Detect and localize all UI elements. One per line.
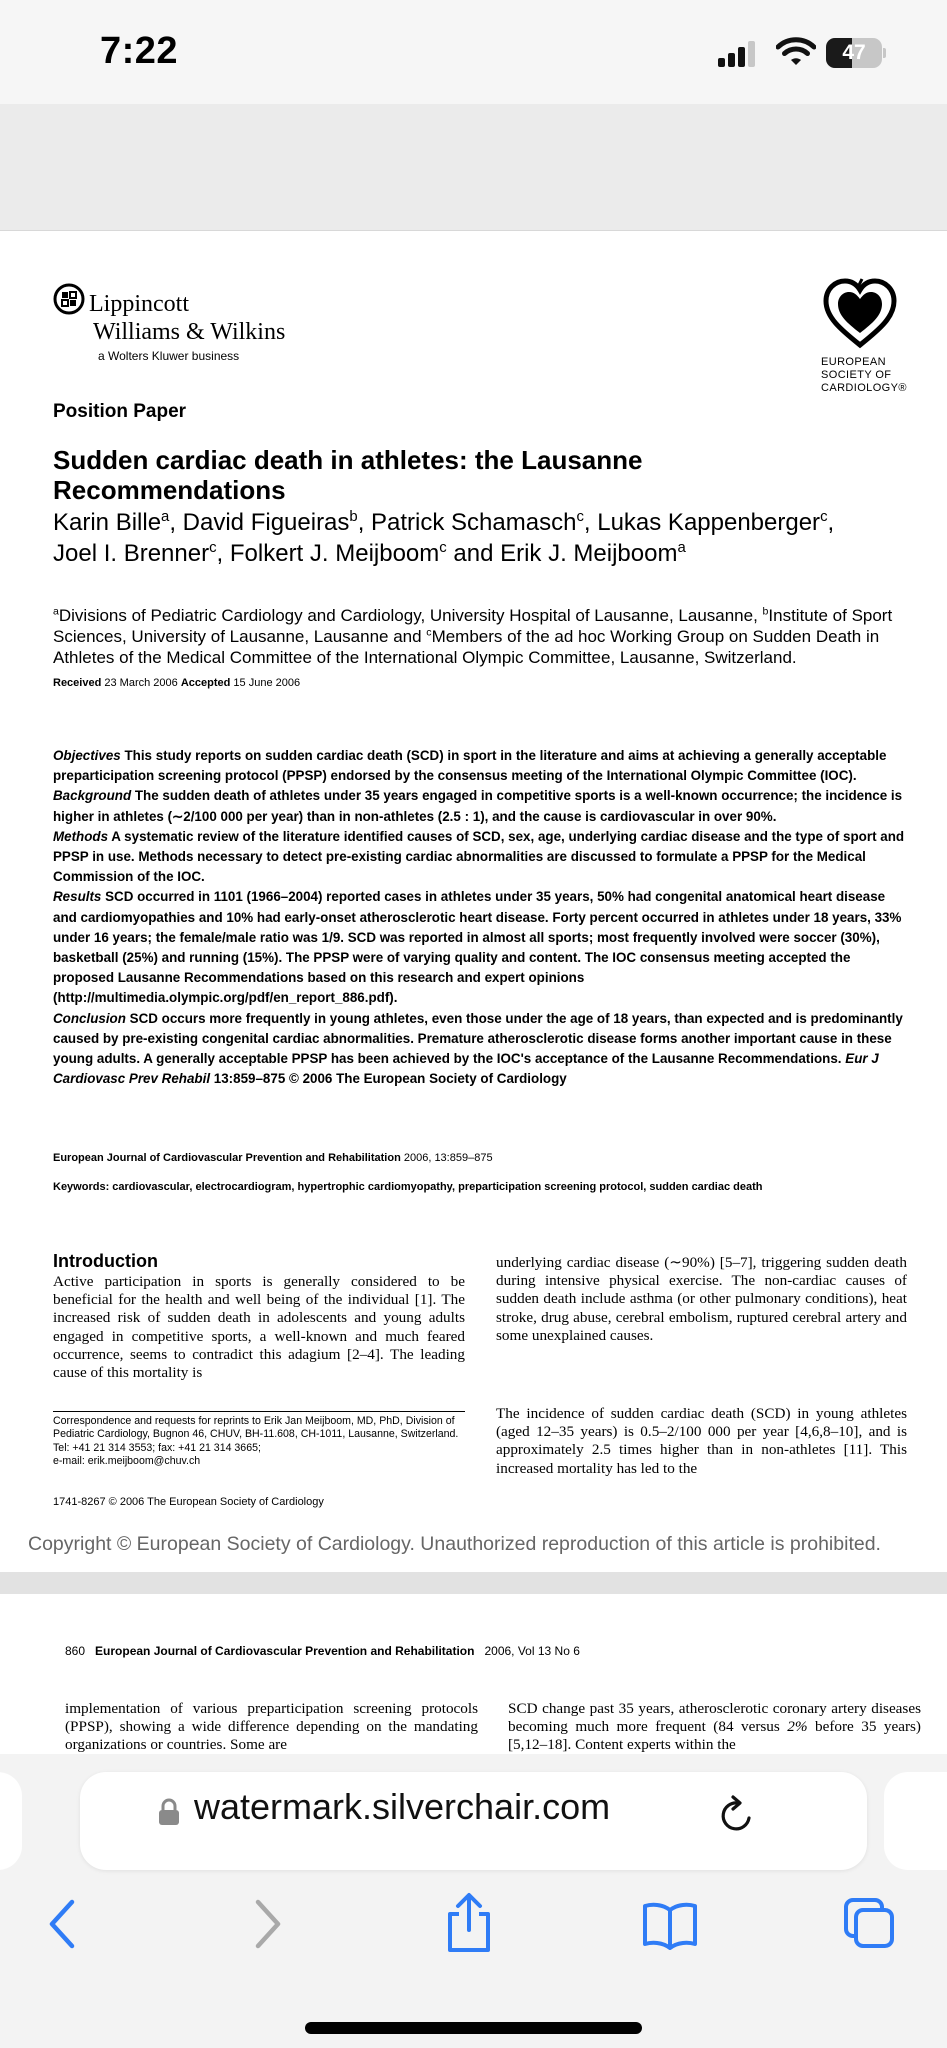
abstract-citation-journal: Eur J Cardiovasc Prev Rehabil bbox=[53, 1051, 879, 1087]
forward-button[interactable] bbox=[248, 1892, 288, 1956]
page2-left-column: implementation of various preparticipation screening protocols (PPSP), showing a wide difference depending on the mandating organizations or countries. Some are bbox=[65, 1700, 478, 1754]
affiliations: $^a$Divisions of Pediatric Cardiology and Cardiology, University Hospital of Lausanne, Lausanne, $^b$Institute of Sport Sciences, University of Lausanne, Lausanne and $^c$Members of the ad hoc Working Group on Sudden Death in Athletes of the Medical Committee of the International Olympic Committee, Lausanne, Switzerland. bbox=[53, 605, 893, 667]
reload-icon[interactable] bbox=[716, 1794, 756, 1836]
bookmarks-icon[interactable] bbox=[640, 1892, 700, 1956]
author-name: Patrick Schamasch bbox=[371, 509, 577, 536]
author-name: Lukas Kappenberger bbox=[597, 509, 821, 536]
keywords: Keywords: cardiovascular, electrocardiogram, hypertrophic cardiomyopathy, preparticipation screening protocol, sudden cardiac death bbox=[53, 1181, 763, 1193]
paper-type: Position Paper bbox=[53, 401, 187, 422]
back-button[interactable] bbox=[42, 1892, 82, 1956]
author-name: Folkert J. Meijboom bbox=[229, 540, 440, 567]
next-tab-preview[interactable] bbox=[884, 1772, 947, 1870]
author-name: Karin Bille bbox=[53, 509, 162, 536]
url-text[interactable]: watermark.silverchair.com bbox=[194, 1786, 611, 1827]
status-time: 7:22 bbox=[100, 30, 179, 72]
publisher-name-line-2: Williams & Wilkins bbox=[93, 319, 286, 345]
journal-citation-line: European Journal of Cardiovascular Prevention and Rehabilitation 2006, 13:859–875 bbox=[53, 1152, 493, 1164]
abstract-conclusion: Conclusion SCD occurs more frequently in young athletes, even those under the age of 18 years, than expected and is predominantly caused by pre-existing congenital cardiac abnormalities. Premature atherosclerotic disease forms another important cause in these young adults. A generally acceptable PPSP has been achieved by the IOC's acceptance of the Lausanne Recommendations. Eur J Cardiovasc Prev Rehabil 13:859–875 © 2006 The European Society of Cardiology bbox=[53, 1010, 903, 1087]
publisher-tagline: a Wolters Kluwer business bbox=[98, 349, 240, 363]
page-number: 860 bbox=[65, 1644, 86, 1658]
author-name: David Figueiras bbox=[182, 509, 350, 536]
page-separator bbox=[0, 1572, 947, 1594]
introduction-right-paragraph-1: underlying cardiac disease (∼90%) [5–7], triggering sudden death during intensive physical exercise. The non-cardiac causes of sudden death include asthma (or other pulmonary conditions), heat stroke, drug abuse, cerebral embolism, ruptured cerebral artery and some unexplained causes. bbox=[496, 1254, 907, 1344]
abstract-background: Background The sudden death of athletes under 35 years engaged in competitive sports is a well-known occurrence; the incidence is higher in athletes (∼2/100 000 per year) than in non-athletes (2.5 : 1), and the cause is cardiovascular in over 90%. bbox=[53, 788, 903, 824]
society-name-line-1: EUROPEAN bbox=[821, 356, 886, 368]
correspondence-footnote: Correspondence and requests for reprints to Erik Jan Meijboom, MD, PhD, Division of Pediatric Cardiology, Bugnon 46, CHUV, BH-11.608, CH-1011, Lausanne, Switzerland. Tel: +41 21 314 3553; fax: +41 21 314 3665; e-mail: erik.meijboom@chuv.ch bbox=[53, 1415, 459, 1468]
pdf-page-2[interactable] bbox=[0, 1594, 947, 1754]
introduction-left-paragraph: Active participation in sports is generally considered to be beneficial for the health and well being of the individual [1]. The increased risk of sudden death in adolescents and young adults engaged in competitive sports, a well-known and much feared occurrence, seems to contradict this adagium [2–4]. The leading cause of this mortality is bbox=[53, 1273, 465, 1382]
society-name-line-2: SOCIETY OF bbox=[821, 369, 892, 381]
author-name: Joel I. Brenner bbox=[53, 540, 210, 567]
lock-icon bbox=[158, 1798, 180, 1826]
abstract-objectives: Objectives This study reports on sudden cardiac death (SCD) in sport in the literature and aims at achieving a generally acceptable preparticipation screening protocol (PPSP) endorsed by the consensus meeting of the International Olympic Committee (IOC). bbox=[53, 748, 887, 784]
abstract-methods: Methods A systematic review of the literature identified causes of SCD, sex, age, underlying cardiac disease and the type of sport and PPSP in use. Methods necessary to detect pre-existing cardiac abnormalities are discussed to formulate a PPSP for the Medical Commission of the IOC. bbox=[53, 828, 905, 885]
society-name-line-3: CARDIOLOGY® bbox=[821, 382, 907, 394]
pdf-page-1[interactable] bbox=[0, 230, 947, 1572]
browser-toolbar bbox=[0, 1754, 947, 2048]
previous-tab-preview[interactable] bbox=[0, 1772, 22, 1870]
abstract-results: Results SCD occurred in 1101 (1966–2004) reported cases in athletes under 35 years, 50% had congenital anatomical heart disease and cardiomyopathies and 10% had early-onset atherosclerotic heart disease. Forty percent occurred in athletes under 18 years, 33% under 16 years; the female/male ratio was 1/9. SCD was reported in almost all sports; most frequently involved were soccer (30%), basketball (25%) and running (15%). The PPSP were of varying quality and content. The IOC consensus meeting accepted the proposed Lausanne Recommendations based on this research and expert opinions (http://multimedia.olympic.org/pdf/en_report_886.pdf). bbox=[53, 889, 902, 1006]
share-button[interactable] bbox=[442, 1892, 496, 1956]
publisher-name-line-1: Lippincott bbox=[89, 291, 189, 317]
abstract bbox=[53, 746, 908, 1089]
abstract-citation: 13:859–875 © 2006 The European Society of Cardiology bbox=[213, 1071, 567, 1087]
home-indicator[interactable] bbox=[305, 2022, 642, 2034]
wifi-icon bbox=[776, 37, 816, 67]
copyright-notice: Copyright © European Society of Cardiology. Unauthorized reproduction of this article is prohibited. bbox=[28, 1533, 881, 1555]
viewer-background bbox=[0, 104, 947, 230]
footnote-divider bbox=[53, 1411, 465, 1412]
introduction-right-paragraph-2: The incidence of sudden cardiac death (SCD) in young athletes (aged 12–35 years) is 0.5–2/100 000 per year [4,6,8–10], and is approximately 2.5 times higher than in non-athletes [11]. This increased mortality has led to the bbox=[496, 1405, 907, 1477]
paper-title: Sudden cardiac death in athletes: the Lausanne Recommendations bbox=[53, 445, 643, 505]
received-accepted-dates: Received 23 March 2006 Accepted 15 June 2006 bbox=[53, 677, 301, 689]
introduction-heading: Introduction bbox=[53, 1251, 158, 1271]
cellular-signal-icon bbox=[718, 41, 756, 67]
publisher-logo-icon bbox=[53, 283, 85, 315]
battery-icon bbox=[826, 38, 886, 68]
author-list: Karin Bille$^a$, David Figueiras$^b$, Patrick Schamasch$^c$, Lukas Kappenberger$^c$, Joel I. Brenner$^c$, Folkert J. Meijboom$^c$ and Erik J. Meijboom$^a$ bbox=[53, 509, 835, 567]
page2-right-column: SCD change past 35 years, atherosclerotic coronary artery diseases becoming much more frequent (84 versus 2% before 35 years) [5,12–18]. Content experts within the bbox=[508, 1700, 921, 1754]
tabs-icon[interactable] bbox=[842, 1892, 898, 1956]
author-name: Erik J. Meijboom bbox=[500, 540, 678, 567]
status-bar bbox=[0, 0, 947, 104]
heart-logo-icon bbox=[822, 277, 898, 349]
battery-level-text: 47 bbox=[842, 41, 866, 64]
running-header: 860 European Journal of Cardiovascular Prevention and Rehabilitation 2006, Vol 13 No 6 bbox=[65, 1644, 580, 1658]
issn-line: 1741-8267 © 2006 The European Society of Cardiology bbox=[53, 1496, 324, 1508]
